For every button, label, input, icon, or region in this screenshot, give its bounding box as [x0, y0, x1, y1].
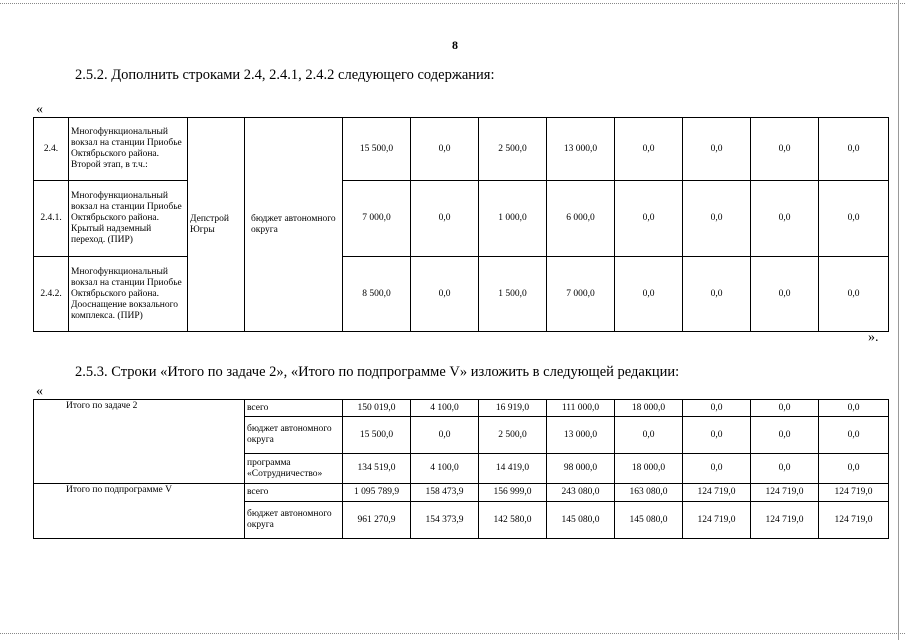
value-cell: 156 999,0	[479, 484, 547, 502]
value-cell: 0,0	[751, 118, 819, 181]
value-cell: 0,0	[683, 454, 751, 484]
value-cell: 0,0	[615, 257, 683, 332]
value-cell: 0,0	[819, 454, 889, 484]
funding-source-cell: всего	[245, 484, 343, 502]
executor-cell: Депстрой Югры	[188, 118, 245, 332]
value-cell: 7 000,0	[343, 181, 411, 257]
open-quote-2: «	[36, 384, 43, 399]
scan-top-edge	[0, 3, 905, 4]
table-row	[34, 484, 889, 502]
value-cell: 0,0	[819, 400, 889, 417]
value-cell: 0,0	[819, 257, 889, 332]
value-cell: 134 519,0	[343, 454, 411, 484]
section-heading-2-5-2: 2.5.2. Дополнить строками 2.4, 2.4.1, 2.4.2 следующего содержания:	[75, 67, 495, 83]
value-cell: 98 000,0	[547, 454, 615, 484]
total-title-cell: Итого по подпрограмме V	[34, 484, 245, 539]
value-cell: 0,0	[819, 417, 889, 454]
value-cell: 8 500,0	[343, 257, 411, 332]
value-cell: 14 419,0	[479, 454, 547, 484]
value-cell: 0,0	[683, 181, 751, 257]
value-cell: 13 000,0	[547, 417, 615, 454]
row-name: Многофункциональный вокзал на станции Приобье Октябрьского района. Дооснащение вокзального комплекса. (ПИР)	[69, 257, 188, 332]
open-quote-1: «	[36, 102, 43, 117]
value-cell: 6 000,0	[547, 181, 615, 257]
table-row	[34, 181, 889, 257]
value-cell: 13 000,0	[547, 118, 615, 181]
table-row	[34, 400, 889, 417]
value-cell: 18 000,0	[615, 454, 683, 484]
value-cell: 1 500,0	[479, 257, 547, 332]
value-cell: 154 373,9	[411, 502, 479, 539]
page-number: 8	[452, 38, 458, 52]
value-cell: 0,0	[683, 417, 751, 454]
value-cell: 16 919,0	[479, 400, 547, 417]
value-cell: 0,0	[615, 118, 683, 181]
row-name: Многофункциональный вокзал на станции Приобье Октябрьского района. Крытый надземный переход. (ПИР)	[69, 181, 188, 257]
funding-source-cell: бюджет автономного округа	[245, 502, 343, 539]
funding-source-cell: программа «Сотрудничество»	[245, 454, 343, 484]
funding-source-cell: бюджет автономного округа	[245, 118, 343, 332]
total-title-cell: Итого по задаче 2	[34, 400, 245, 484]
value-cell: 0,0	[615, 417, 683, 454]
table-row	[34, 118, 889, 181]
value-cell: 1 000,0	[479, 181, 547, 257]
value-cell: 2 500,0	[479, 417, 547, 454]
value-cell: 0,0	[411, 118, 479, 181]
value-cell: 15 500,0	[343, 118, 411, 181]
value-cell: 15 500,0	[343, 417, 411, 454]
value-cell: 142 580,0	[479, 502, 547, 539]
value-cell: 18 000,0	[615, 400, 683, 417]
value-cell: 4 100,0	[411, 400, 479, 417]
value-cell: 124 719,0	[751, 502, 819, 539]
row-code: 2.4.2.	[34, 257, 69, 332]
section-heading-2-5-3: 2.5.3. Строки «Итого по задаче 2», «Итого по подпрограмме V» изложить в следующей редакции:	[75, 364, 680, 380]
value-cell: 0,0	[411, 181, 479, 257]
totals-table	[33, 399, 889, 539]
value-cell: 0,0	[683, 257, 751, 332]
table-row	[34, 257, 889, 332]
close-quote: ».	[868, 330, 879, 345]
value-cell: 0,0	[751, 400, 819, 417]
scan-bottom-edge	[0, 633, 905, 634]
value-cell: 0,0	[411, 417, 479, 454]
row-code: 2.4.1.	[34, 181, 69, 257]
value-cell: 1 095 789,9	[343, 484, 411, 502]
value-cell: 124 719,0	[819, 484, 889, 502]
row-code: 2.4.	[34, 118, 69, 181]
value-cell: 0,0	[411, 257, 479, 332]
additions-table	[33, 117, 889, 332]
value-cell: 0,0	[819, 118, 889, 181]
value-cell: 158 473,9	[411, 484, 479, 502]
value-cell: 0,0	[751, 257, 819, 332]
value-cell: 124 719,0	[683, 484, 751, 502]
row-name: Многофункциональный вокзал на станции Приобье Октябрьского района. Второй этап, в т.ч.:	[69, 118, 188, 181]
value-cell: 145 080,0	[615, 502, 683, 539]
value-cell: 124 719,0	[751, 484, 819, 502]
funding-source-cell: всего	[245, 400, 343, 417]
value-cell: 145 080,0	[547, 502, 615, 539]
value-cell: 124 719,0	[683, 502, 751, 539]
value-cell: 0,0	[751, 417, 819, 454]
value-cell: 0,0	[683, 400, 751, 417]
value-cell: 163 080,0	[615, 484, 683, 502]
value-cell: 0,0	[819, 181, 889, 257]
funding-source-cell: бюджет автономного округа	[245, 417, 343, 454]
value-cell: 0,0	[751, 454, 819, 484]
value-cell: 961 270,9	[343, 502, 411, 539]
value-cell: 243 080,0	[547, 484, 615, 502]
scan-right-edge	[898, 0, 899, 640]
value-cell: 7 000,0	[547, 257, 615, 332]
value-cell: 0,0	[615, 181, 683, 257]
value-cell: 150 019,0	[343, 400, 411, 417]
value-cell: 4 100,0	[411, 454, 479, 484]
value-cell: 2 500,0	[479, 118, 547, 181]
value-cell: 124 719,0	[819, 502, 889, 539]
value-cell: 0,0	[751, 181, 819, 257]
value-cell: 111 000,0	[547, 400, 615, 417]
value-cell: 0,0	[683, 118, 751, 181]
